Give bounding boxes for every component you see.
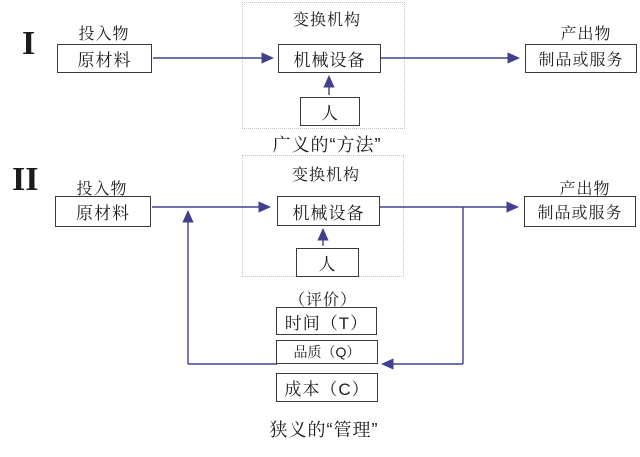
system1-output-box: 制品或服务	[525, 44, 637, 73]
system1-mechanism-label: 变换机构	[292, 12, 361, 29]
system2-person-box: 人	[296, 248, 359, 277]
system1-machine-box: 机械设备	[278, 44, 381, 73]
system1-person-box: 人	[300, 97, 360, 126]
system2-output-box: 制品或服务	[524, 196, 636, 227]
system2-input-label: 投入物	[76, 181, 128, 198]
system2-raw-material-box: 原材料	[55, 196, 151, 227]
caption-broad-method: 广义的“方法”	[272, 135, 382, 155]
system1-raw-material-box: 原材料	[57, 44, 152, 73]
evaluation-quality-box: 品质（Q）	[276, 340, 378, 364]
evaluation-cost-box: 成本（C）	[276, 373, 378, 402]
system2-numeral: II	[12, 161, 39, 198]
evaluation-label: （评价）	[288, 292, 357, 309]
system2-mechanism-label: 变换机构	[291, 167, 360, 184]
system2-machine-box: 机械设备	[277, 196, 380, 226]
system1-input-label: 投入物	[78, 26, 130, 43]
system2-output-label: 产出物	[559, 181, 611, 198]
system1-output-label: 产出物	[560, 26, 612, 43]
evaluation-time-box: 时间（T）	[276, 307, 377, 335]
caption-narrow-management: 狭义的“管理”	[269, 420, 379, 440]
system1-numeral: I	[22, 25, 36, 62]
